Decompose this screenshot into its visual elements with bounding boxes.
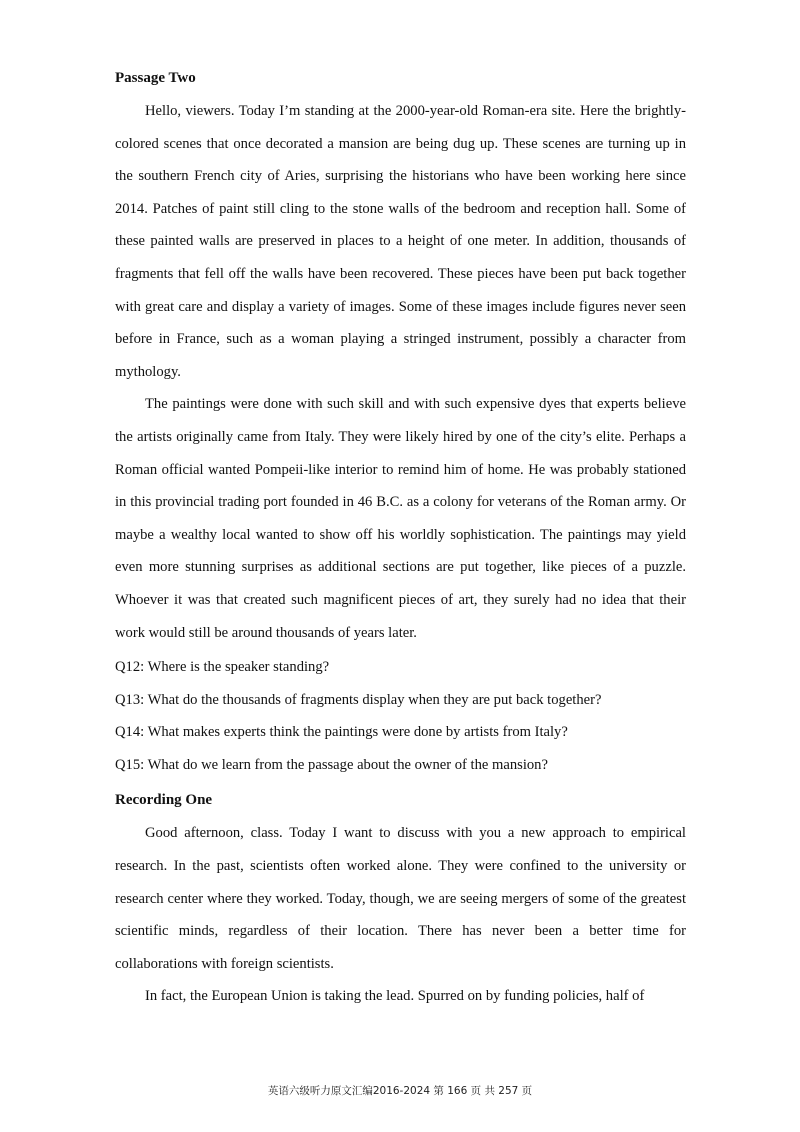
recording-one-heading: Recording One — [115, 792, 213, 809]
page-footer: 英语六级听力原文汇编2016-2024 第 166 页 共 257 页 — [267, 1085, 533, 1097]
question-q15: Q15: What do we learn from the passage about the owner of the mansion? — [115, 756, 548, 773]
question-q12: Q12: Where is the speaker standing? — [115, 659, 330, 676]
question-q13: Q13: What do the thousands of fragments display when they are put back together? — [115, 691, 602, 708]
question-list — [115, 651, 686, 781]
question-q14: Q14: What makes experts think the paintings were done by artists from Italy? — [115, 724, 568, 741]
passage-two-paragraph-1: Hello, viewers. Today I’m standing at the 2000-year-old Roman-era site. Here the brightly- colored scenes that once decorated a mansion are being dug up. These scenes are turning up in the southern French city of Aries, surprising the historians who have been working here since 2014. Patches of paint still cling to the stone walls of the bedroom and reception hall. Some of these painted walls are preserved in places to a height of one meter. In addition, thousands of fragments that fell off the walls have been recovered. These pieces have been put back together with great care and display a variety of images. Some of these images include figures never seen before in France, such as a woman playing a stringed instrument, possibly a character from mythology. — [115, 103, 686, 380]
passage-two-paragraph-2: The paintings were done with such skill and with such expensive dyes that experts believe the artists originally came from Italy. They were likely hired by one of the city’s elite. Perhaps a Roman official wanted Pompeii-like interior to remind him of home. He was probably stationed in this provincial trading port founded in 46 B.C. as a colony for veterans of the Roman army. Or maybe a wealthy local wanted to show off his worldly sophistication. The paintings may yield even more stunning surprises as additional sections are put together, like pieces of a puzzle. Whoever it was that created such magnificent pieces of art, they surely had no idea that their work would still be around thousands of years later. — [115, 396, 686, 641]
passage-two-heading: Passage Two — [115, 70, 196, 86]
recording-one-paragraph-1: Good afternoon, class. Today I want to discuss with you a new approach to empirical research. In the past, scientists often worked alone. They were confined to the university or research center where they worked. Today, though, we are seeing mergers of some of the greatest scientific minds, regardless of their location. There has never been a better time for collaborations with foreign scientists. — [115, 825, 686, 972]
recording-one-paragraph-2: In fact, the European Union is taking the lead. Spurred on by funding policies, half of — [145, 988, 645, 1005]
page-content — [115, 66, 686, 1013]
